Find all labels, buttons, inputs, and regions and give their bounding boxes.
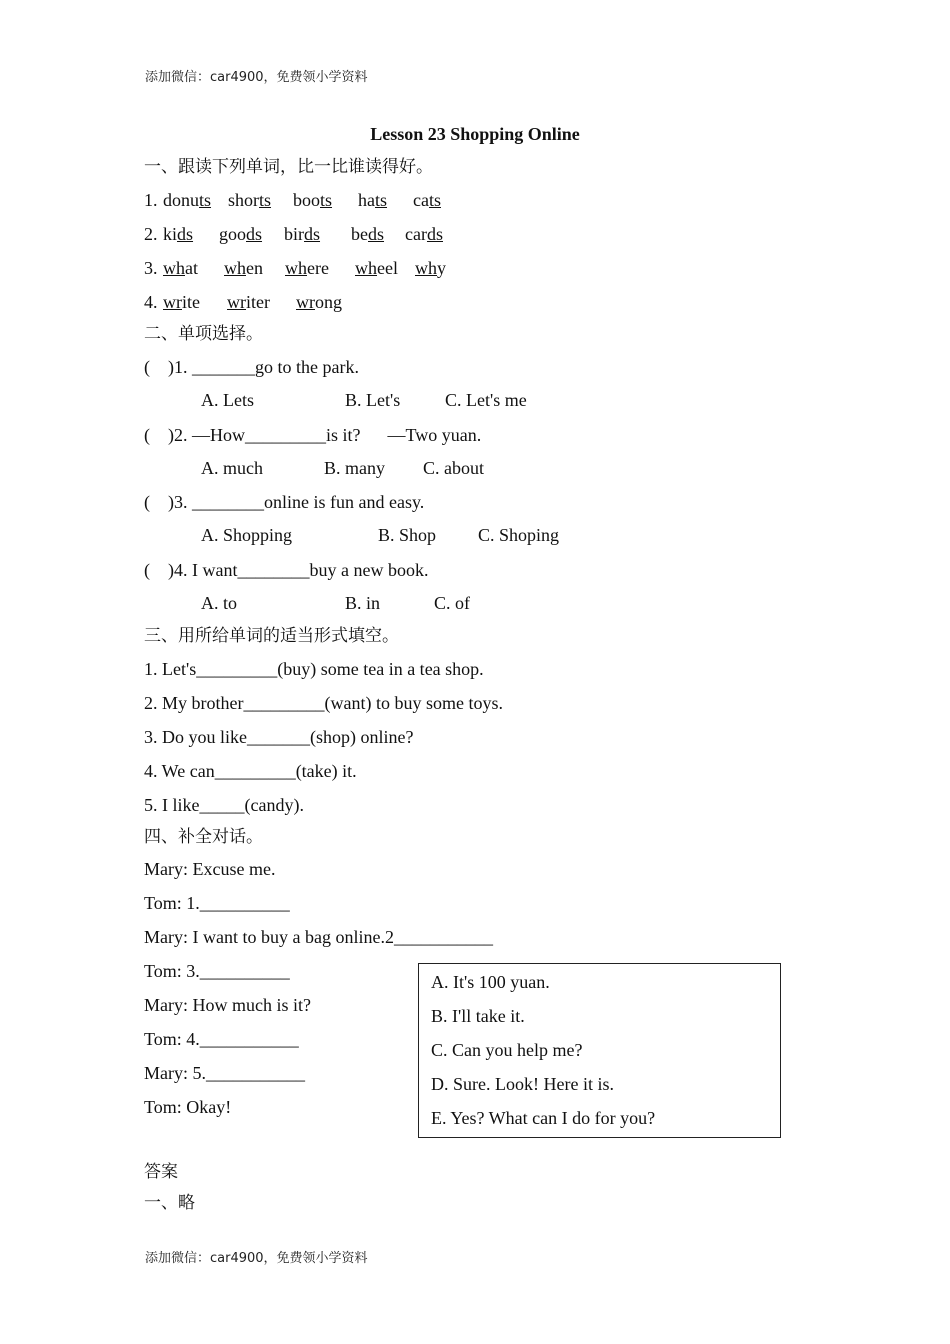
section2-heading: 二、单项选择。 (144, 324, 263, 344)
choice-option-c: C. of (434, 593, 470, 613)
word-row-number: 4. (144, 292, 158, 312)
practice-word: hats (358, 190, 388, 210)
fill-blank-item: 1. Let's_________(buy) some tea in a tea shop. (144, 659, 484, 679)
choice-option-a: A. Shopping (201, 525, 293, 545)
dialogue-line: Tom: 1.__________ (144, 893, 290, 913)
dialogue-line: Mary: Excuse me. (144, 859, 276, 879)
dialogue-line: Tom: Okay! (144, 1097, 232, 1117)
dialogue-line: Tom: 3.__________ (144, 961, 290, 981)
choice-option-a: A. to (201, 593, 237, 613)
practice-word: kids (163, 224, 194, 244)
question-stem: ( )4. I want________buy a new book. (144, 560, 429, 580)
question-stem: ( )2. —How_________is it? —Two yuan. (144, 425, 482, 445)
choice-option-c: C. Shoping (478, 525, 560, 545)
question-stem: ( )3. ________online is fun and easy. (144, 492, 425, 512)
choice-option-a: A. much (201, 458, 263, 478)
practice-word: why (415, 258, 446, 278)
word-row-number: 3. (144, 258, 158, 278)
option-b: B. I'll take it. (431, 1006, 525, 1026)
option-c: C. Can you help me? (431, 1040, 583, 1060)
option-d: D. Sure. Look! Here it is. (431, 1074, 614, 1094)
fill-blank-item: 5. I like_____(candy). (144, 795, 304, 815)
page-footer: 添加微信：car4900，免费领小学资料 (145, 1251, 368, 1266)
dialogue-line: Mary: 5.___________ (144, 1063, 305, 1083)
practice-word: cards (405, 224, 443, 244)
practice-word: donuts (163, 190, 212, 210)
answers-heading: 答案 (144, 1162, 178, 1182)
fill-blank-item: 4. We can_________(take) it. (144, 761, 357, 781)
practice-word: when (224, 258, 263, 278)
choice-option-b: B. Let's (345, 390, 401, 410)
practice-word: boots (293, 190, 333, 210)
practice-word: shorts (228, 190, 272, 210)
dialogue-line: Tom: 4.___________ (144, 1029, 299, 1049)
section1-heading: 一、跟读下列单词，比一比谁读得好。 (144, 157, 433, 177)
dialogue-line: Mary: How much is it? (144, 995, 311, 1015)
word-row-number: 2. (144, 224, 158, 244)
practice-word: wheel (355, 258, 398, 278)
choice-option-b: B. Shop (378, 525, 437, 545)
practice-word: write (163, 292, 200, 312)
practice-word: cats (413, 190, 441, 210)
fill-blank-item: 2. My brother_________(want) to buy some toys. (144, 693, 503, 713)
practice-word: goods (219, 224, 263, 244)
page-header: 添加微信：car4900，免费领小学资料 (145, 70, 368, 85)
practice-word: writer (227, 292, 270, 312)
practice-word: beds (351, 224, 385, 244)
choice-option-c: C. Let's me (445, 390, 527, 410)
question-stem: ( )1. _______go to the park. (144, 357, 359, 377)
choice-option-a: A. Lets (201, 390, 254, 410)
practice-word: birds (284, 224, 321, 244)
dialogue-line: Mary: I want to buy a bag online.2___________ (144, 927, 493, 947)
section4-heading: 四、补全对话。 (144, 827, 263, 847)
choice-option-c: C. about (423, 458, 484, 478)
practice-word: where (285, 258, 329, 278)
page-title: Lesson 23 Shopping Online (370, 124, 580, 144)
option-a: A. It's 100 yuan. (431, 972, 550, 992)
practice-word: what (163, 258, 198, 278)
dialogue-options-box (418, 963, 781, 1138)
practice-word: wrong (296, 292, 342, 312)
section3-heading: 三、用所给单词的适当形式填空。 (144, 626, 399, 646)
word-row-number: 1. (144, 190, 158, 210)
choice-option-b: B. in (345, 593, 381, 613)
choice-option-b: B. many (324, 458, 385, 478)
fill-blank-item: 3. Do you like_______(shop) online? (144, 727, 414, 747)
option-e: E. Yes? What can I do for you? (431, 1108, 656, 1128)
answers-section1: 一、略 (144, 1193, 195, 1213)
